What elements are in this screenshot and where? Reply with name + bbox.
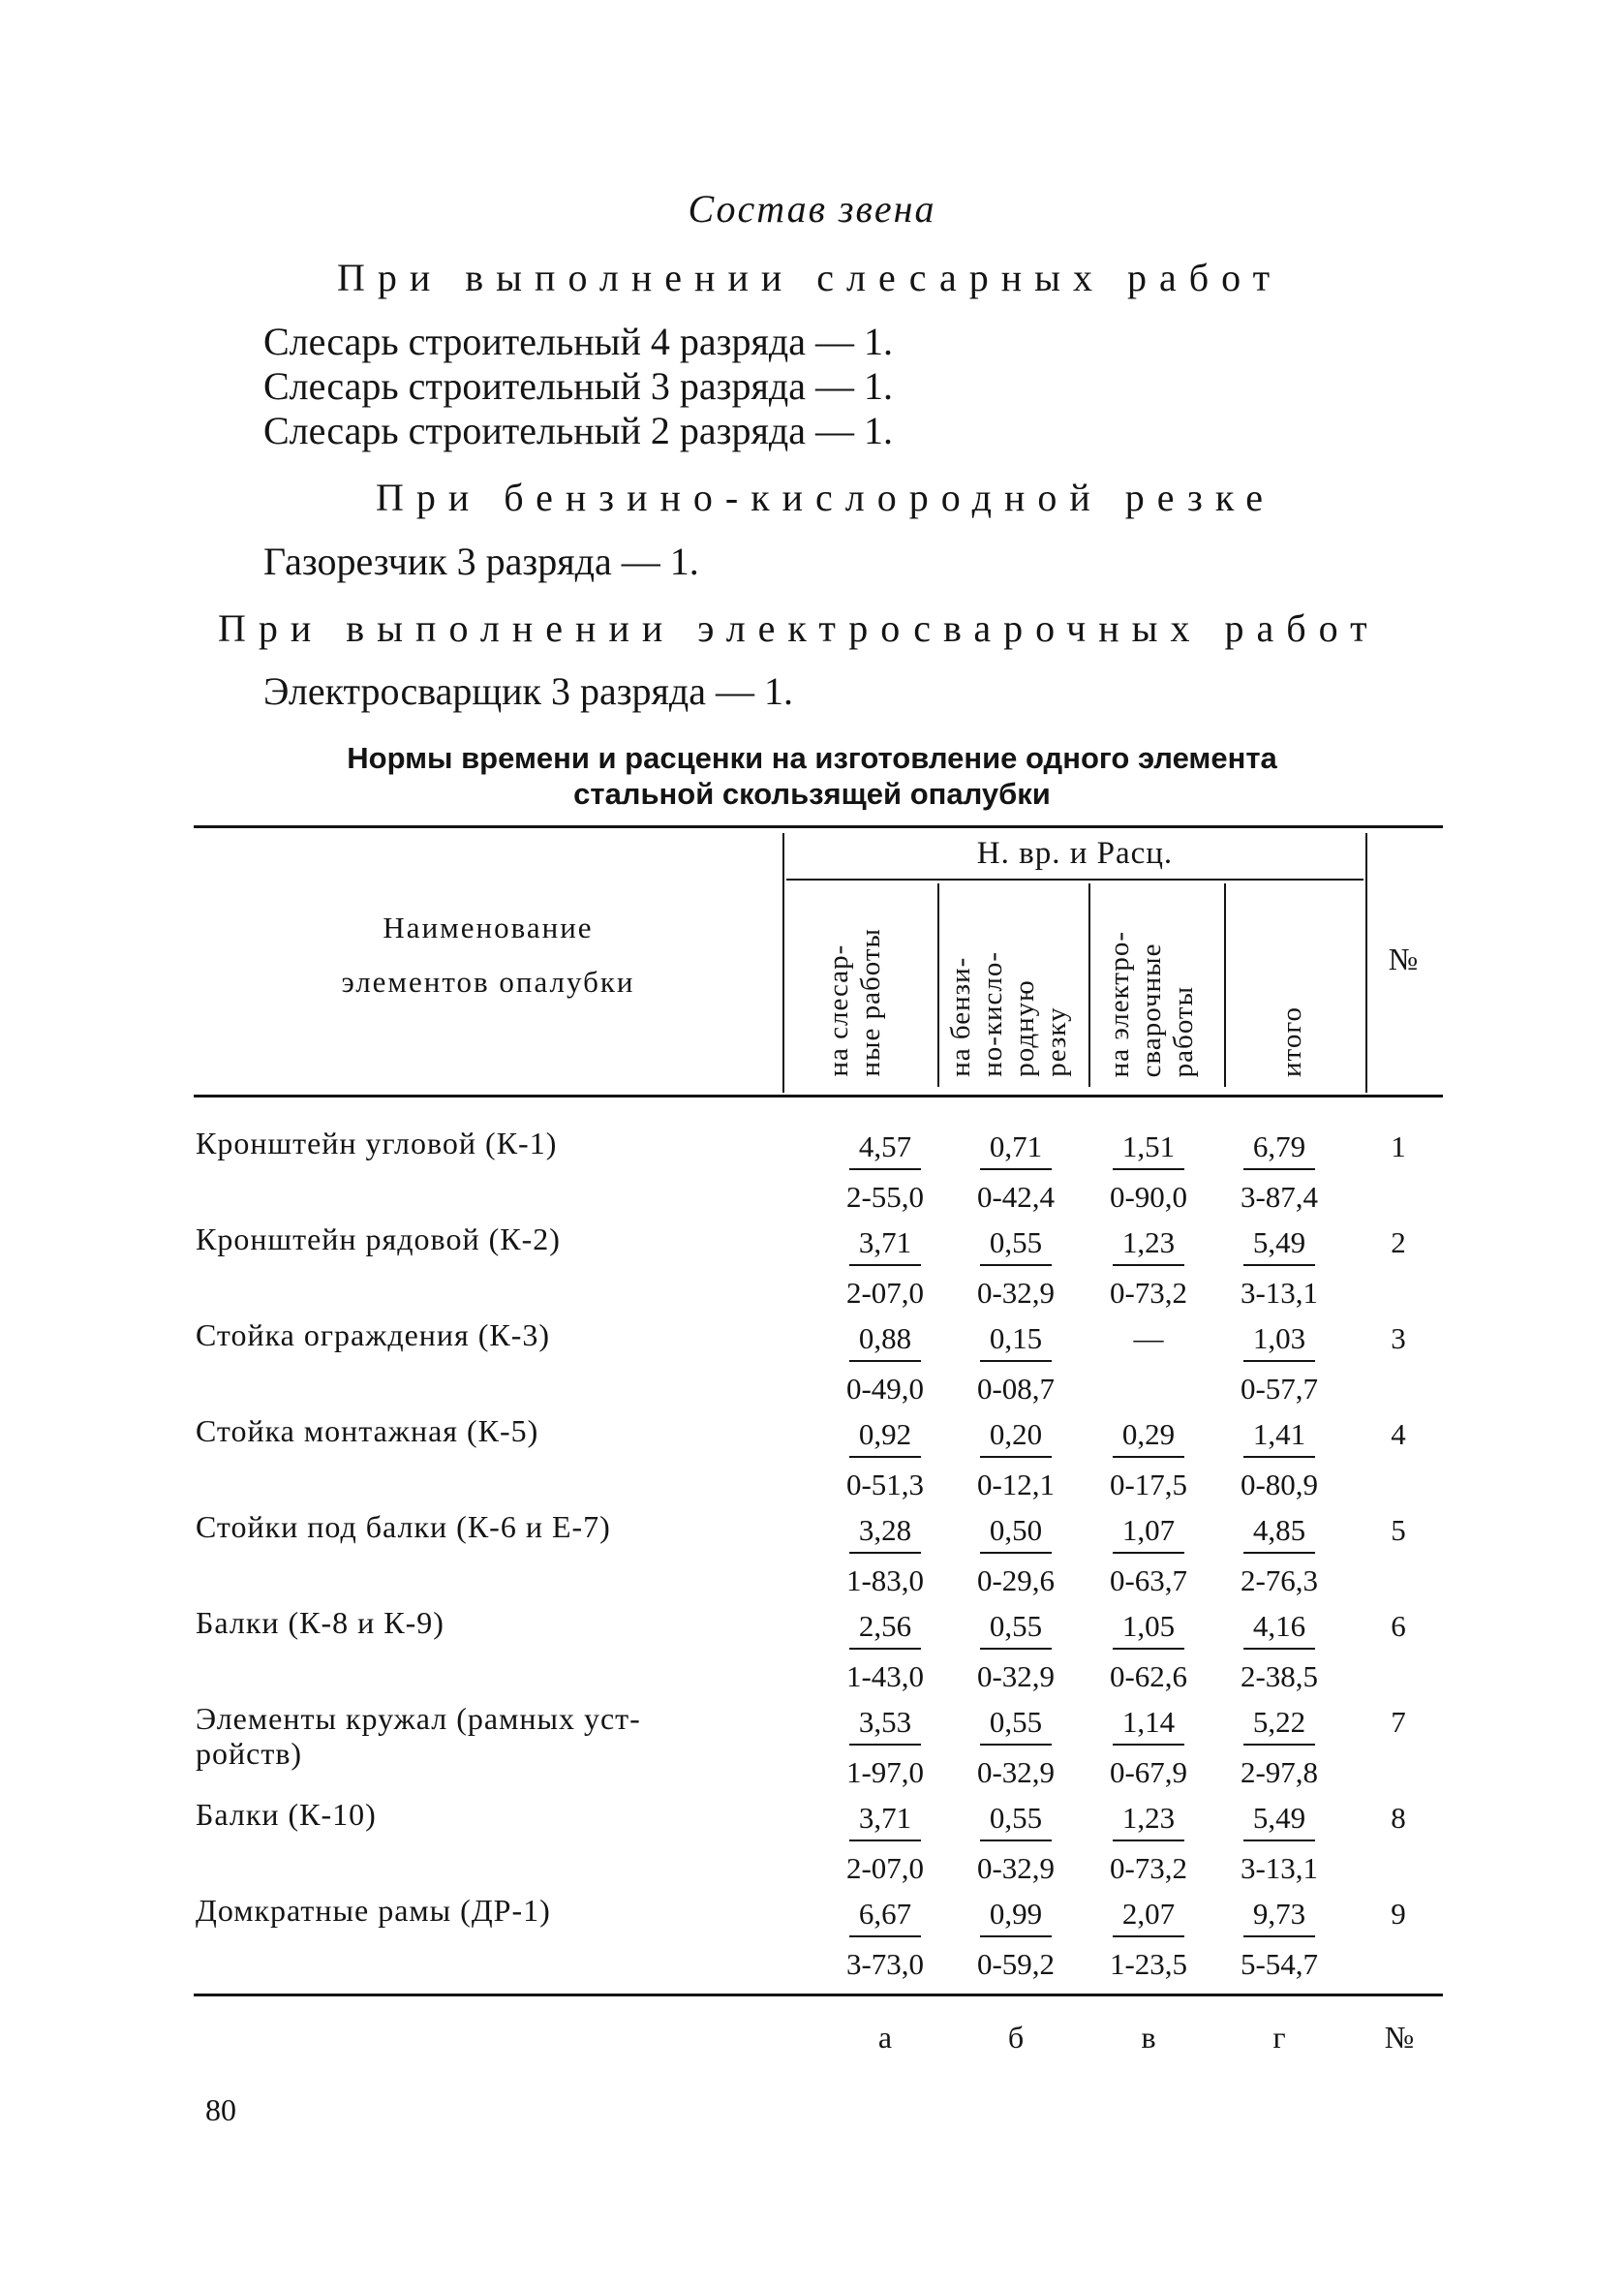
rate-value: 0-73,2 xyxy=(1109,1276,1188,1310)
row-name xyxy=(196,1797,377,1832)
fraction-line xyxy=(1113,1168,1184,1170)
footer-letter-g: г xyxy=(1272,2020,1286,2055)
value-cell xyxy=(959,1129,1073,1215)
fraction-line xyxy=(1243,1744,1315,1746)
col-header-welding xyxy=(1104,881,1220,1085)
fraction-line xyxy=(980,1648,1052,1650)
col-header-locksmith xyxy=(823,881,930,1085)
row-number: 6 xyxy=(1391,1609,1406,1643)
value-cell xyxy=(1091,1801,1206,1886)
row-name-line: Стойка монтажная (К-5) xyxy=(196,1413,539,1448)
rate-value: 0-59,2 xyxy=(976,1947,1056,1981)
fraction-line xyxy=(1243,1456,1315,1458)
time-norm: 0,92 xyxy=(858,1417,912,1451)
col-header-welding-text: на электро- сварочные работы xyxy=(1104,930,1199,1077)
subcolumn-divider xyxy=(937,883,939,1087)
rate-value: 0-67,9 xyxy=(1109,1755,1188,1789)
rate-value: 0-12,1 xyxy=(976,1468,1056,1501)
time-norm: 1,05 xyxy=(1121,1609,1176,1643)
rate-value: 0-57,7 xyxy=(1240,1372,1319,1406)
page-number: 80 xyxy=(205,2092,236,2127)
rate-value: 0-73,2 xyxy=(1109,1851,1188,1885)
row-number: 4 xyxy=(1391,1417,1406,1451)
fraction-line xyxy=(849,1744,921,1746)
rate-value: 0-51,3 xyxy=(845,1468,925,1501)
time-norm: 1,41 xyxy=(1252,1417,1306,1451)
fraction-line xyxy=(1243,1168,1315,1170)
time-norm: 2,07 xyxy=(1121,1897,1176,1931)
value-cell xyxy=(959,1417,1073,1502)
rate-value: 0-80,9 xyxy=(1240,1468,1319,1501)
rate-value: 1-83,0 xyxy=(845,1563,925,1597)
time-norm: 3,28 xyxy=(858,1513,912,1547)
time-norm: 1,14 xyxy=(1121,1705,1176,1739)
value-cell xyxy=(1091,1321,1206,1366)
fraction-line xyxy=(849,1168,921,1170)
value-cell xyxy=(1091,1897,1206,1982)
fraction-line xyxy=(980,1840,1052,1841)
footer-num: № xyxy=(1384,2020,1415,2055)
name-header-line2: элементов опалубки xyxy=(341,965,635,999)
time-norm: 0,71 xyxy=(989,1129,1043,1163)
fraction-line xyxy=(1113,1840,1184,1841)
col-header-gas-cutting xyxy=(945,881,1086,1085)
value-cell xyxy=(959,1225,1073,1311)
row-number: 5 xyxy=(1391,1513,1406,1547)
time-norm: 4,16 xyxy=(1252,1609,1306,1643)
rate-value: 2-38,5 xyxy=(1240,1659,1319,1693)
row-name-line: Балки (К-8 и К-9) xyxy=(196,1605,444,1640)
rate-value: 0-32,9 xyxy=(976,1276,1056,1310)
time-norm: 3,71 xyxy=(858,1801,912,1835)
table-top-rule xyxy=(194,825,1443,828)
subcolumn-divider xyxy=(1224,883,1226,1087)
value-cell xyxy=(1091,1129,1206,1215)
time-norm: 0,50 xyxy=(989,1513,1043,1547)
time-norm: 0,88 xyxy=(858,1321,912,1355)
value-cell xyxy=(828,1225,942,1311)
fraction-line xyxy=(1243,1552,1315,1554)
row-name xyxy=(196,1126,557,1160)
fraction-line xyxy=(980,1456,1052,1458)
value-cell xyxy=(828,1609,942,1694)
time-norm: 6,67 xyxy=(858,1897,912,1931)
fraction-line xyxy=(1113,1744,1184,1746)
time-norm: 1,07 xyxy=(1121,1513,1176,1547)
rate-value: 1-43,0 xyxy=(845,1659,925,1693)
time-norm: 0,55 xyxy=(989,1225,1043,1259)
time-norm: 5,49 xyxy=(1252,1225,1306,1259)
rate-value: 2-55,0 xyxy=(845,1180,925,1214)
rate-value: 0-42,4 xyxy=(976,1180,1056,1214)
time-norm: 4,57 xyxy=(858,1129,912,1163)
row-number: 9 xyxy=(1391,1897,1406,1931)
fraction-line xyxy=(1243,1648,1315,1650)
fraction-line xyxy=(849,1456,921,1458)
col-header-total-text: итого xyxy=(1276,1006,1307,1077)
row-number: 8 xyxy=(1391,1801,1406,1835)
value-cell xyxy=(1222,1513,1336,1598)
time-norm: 1,03 xyxy=(1252,1321,1306,1355)
rate-value: 3-87,4 xyxy=(1240,1180,1319,1214)
fraction-line xyxy=(849,1648,921,1650)
rate-value: 2-97,8 xyxy=(1240,1755,1319,1789)
fraction-line xyxy=(980,1935,1052,1937)
rate-value: 0-32,9 xyxy=(976,1755,1056,1789)
num-header: № xyxy=(1388,942,1419,976)
value-cell xyxy=(828,1705,942,1790)
time-norm: 5,22 xyxy=(1252,1705,1306,1739)
row-name xyxy=(196,1413,538,1448)
value-cell xyxy=(959,1513,1073,1598)
fraction-line xyxy=(1243,1360,1315,1362)
rate-value: 1-97,0 xyxy=(845,1755,925,1789)
table-caption-line2: стальной скользящей опалубки xyxy=(573,777,1051,811)
row-number: 2 xyxy=(1391,1225,1406,1259)
rate-value: 5-54,7 xyxy=(1240,1947,1319,1981)
value-cell xyxy=(959,1705,1073,1790)
footer-letter-v: в xyxy=(1141,2020,1156,2055)
time-norm: 0,55 xyxy=(989,1705,1043,1739)
value-cell xyxy=(1222,1321,1336,1407)
rate-value: 2-07,0 xyxy=(845,1276,925,1310)
fraction-line xyxy=(980,1360,1052,1362)
fraction-line xyxy=(849,1360,921,1362)
row-number: 3 xyxy=(1391,1321,1406,1355)
table-bottom-rule xyxy=(194,1994,1443,1996)
value-cell xyxy=(828,1513,942,1598)
row-name-line: Стойка ограждения (К-3) xyxy=(196,1317,551,1352)
time-norm: 3,71 xyxy=(858,1225,912,1259)
value-cell xyxy=(1222,1897,1336,1982)
row-name xyxy=(196,1509,611,1544)
time-norm: 4,85 xyxy=(1252,1513,1306,1547)
value-cell xyxy=(959,1321,1073,1407)
column-divider xyxy=(1365,833,1367,1093)
section-title-welding: При выполнении электросварочных работ xyxy=(218,606,1380,650)
time-norm: 5,49 xyxy=(1252,1801,1306,1835)
value-cell xyxy=(1091,1417,1206,1502)
footer-letter-b: б xyxy=(1007,2020,1025,2055)
group-header: Н. вр. и Расц. xyxy=(976,836,1174,871)
value-cell xyxy=(1091,1609,1206,1694)
row-name xyxy=(196,1317,550,1352)
row-name-line: Кронштейн угловой (К-1) xyxy=(196,1126,558,1160)
fraction-line xyxy=(849,1840,921,1841)
value-cell xyxy=(1091,1225,1206,1311)
fraction-line xyxy=(980,1552,1052,1554)
row-name-line: Стойки под балки (К-6 и Е-7) xyxy=(196,1509,611,1544)
rate-value: 3-73,0 xyxy=(845,1947,925,1981)
footer-letter-a: а xyxy=(877,2020,893,2055)
time-norm: 1,51 xyxy=(1121,1129,1176,1163)
row-number: 7 xyxy=(1391,1705,1406,1739)
rate-value: 0-29,6 xyxy=(976,1563,1056,1597)
fraction-line xyxy=(1243,1935,1315,1937)
time-norm: 0,29 xyxy=(1121,1417,1176,1451)
rate-value: 2-07,0 xyxy=(845,1851,925,1885)
row-name-line: ройств) xyxy=(196,1736,303,1771)
fraction-line xyxy=(980,1168,1052,1170)
name-column-header xyxy=(194,901,782,1009)
group-header-rule xyxy=(786,879,1364,881)
value-cell xyxy=(828,1897,942,1982)
value-cell xyxy=(1222,1225,1336,1311)
rate-value: 0-49,0 xyxy=(845,1372,925,1406)
time-norm: 9,73 xyxy=(1252,1897,1306,1931)
row-name-line: Элементы кружал (рамных уст- xyxy=(196,1701,641,1736)
time-norm: 6,79 xyxy=(1252,1129,1306,1163)
row-name-line: Балки (К-10) xyxy=(196,1797,377,1832)
header-bottom-rule xyxy=(194,1095,1443,1098)
value-cell xyxy=(1222,1129,1336,1215)
fraction-line xyxy=(980,1744,1052,1746)
name-header-line1: Наименование xyxy=(383,911,594,944)
row-name xyxy=(196,1221,561,1256)
value-cell xyxy=(828,1321,942,1407)
value-cell xyxy=(828,1417,942,1502)
time-norm: 0,15 xyxy=(989,1321,1043,1355)
fraction-line xyxy=(1243,1840,1315,1841)
fraction-line xyxy=(1113,1456,1184,1458)
time-norm: 1,23 xyxy=(1121,1225,1176,1259)
crew-line: Слесарь строительный 2 разряда — 1. xyxy=(263,409,893,452)
time-norm: 0,55 xyxy=(989,1609,1043,1643)
crew-line: Слесарь строительный 4 разряда — 1. xyxy=(263,320,893,363)
row-name xyxy=(196,1893,551,1928)
col-header-locksmith-text: на слесар- ные работы xyxy=(823,928,886,1077)
row-name-line: Домкратные рамы (ДР-1) xyxy=(196,1893,551,1928)
value-cell xyxy=(959,1609,1073,1694)
fraction-line xyxy=(849,1935,921,1937)
value-cell xyxy=(828,1801,942,1886)
row-name xyxy=(196,1701,641,1771)
rate-value: 3-13,1 xyxy=(1240,1276,1319,1310)
crew-line: Электросварщик 3 разряда — 1. xyxy=(263,669,794,713)
fraction-line xyxy=(849,1264,921,1266)
fraction-line xyxy=(1243,1264,1315,1266)
fraction-line xyxy=(849,1552,921,1554)
column-divider xyxy=(782,833,784,1093)
time-norm: 0,20 xyxy=(989,1417,1043,1451)
crew-line: Газорезчик 3 разряда — 1. xyxy=(263,540,699,583)
rate-value: 3-13,1 xyxy=(1240,1851,1319,1885)
time-norm: 0,99 xyxy=(989,1897,1043,1931)
rate-value: 0-32,9 xyxy=(976,1851,1056,1885)
col-header-gas-cutting-text: на бензи- но-кисло- родную резку xyxy=(945,951,1072,1077)
value-cell xyxy=(1222,1609,1336,1694)
table-caption-line1: Нормы времени и расценки на изготовление одного элемента xyxy=(347,741,1277,775)
value-cell xyxy=(1222,1801,1336,1886)
row-name-line: Кронштейн рядовой (К-2) xyxy=(196,1221,561,1256)
col-header-total xyxy=(1276,881,1334,1085)
row-number: 1 xyxy=(1391,1129,1406,1163)
fraction-line xyxy=(1113,1552,1184,1554)
rate-value: 0-08,7 xyxy=(976,1372,1056,1406)
rate-value: 2-76,3 xyxy=(1240,1563,1319,1597)
fraction-line xyxy=(1113,1648,1184,1650)
time-norm: 2,56 xyxy=(858,1609,912,1643)
rate-value: 0-17,5 xyxy=(1109,1468,1188,1501)
subcolumn-divider xyxy=(1088,883,1090,1087)
rate-value: 1-23,5 xyxy=(1109,1947,1188,1981)
time-norm: — xyxy=(1133,1321,1164,1355)
value-cell xyxy=(828,1129,942,1215)
fraction-line xyxy=(1113,1264,1184,1266)
value-cell xyxy=(959,1897,1073,1982)
value-cell xyxy=(1222,1417,1336,1502)
crew-heading: Состав звена xyxy=(688,187,936,231)
time-norm: 1,23 xyxy=(1121,1801,1176,1835)
section-title-gas-cutting: При бензино-кислородной резке xyxy=(376,476,1276,519)
fraction-line xyxy=(980,1264,1052,1266)
value-cell xyxy=(1222,1705,1336,1790)
rate-value: 0-90,0 xyxy=(1109,1180,1188,1214)
rate-value: 0-63,7 xyxy=(1109,1563,1188,1597)
crew-line: Слесарь строительный 3 разряда — 1. xyxy=(263,364,893,408)
time-norm: 3,53 xyxy=(858,1705,912,1739)
rate-value: 0-62,6 xyxy=(1109,1659,1188,1693)
rate-value: 0-32,9 xyxy=(976,1659,1056,1693)
value-cell xyxy=(1091,1705,1206,1790)
value-cell xyxy=(1091,1513,1206,1598)
section-title-locksmith: При выполнении слесарных работ xyxy=(337,256,1283,299)
time-norm: 0,55 xyxy=(989,1801,1043,1835)
fraction-line xyxy=(1113,1935,1184,1937)
row-name xyxy=(196,1605,444,1640)
value-cell xyxy=(959,1801,1073,1886)
